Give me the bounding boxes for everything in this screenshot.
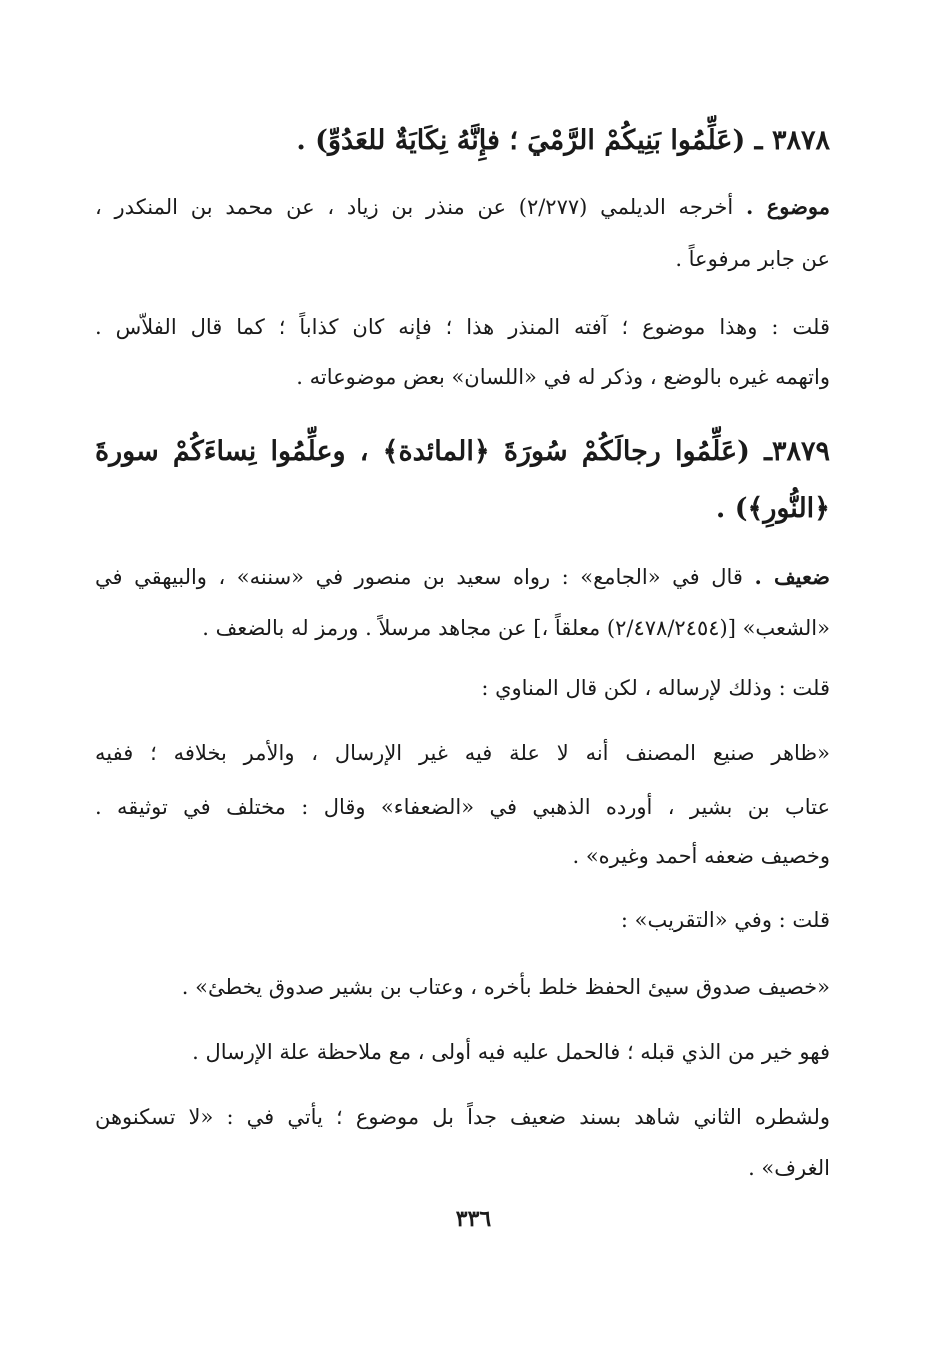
page-number: ٣٣٦: [455, 1206, 492, 1232]
hadith-3879-heading-line-1: ٣٨٧٩ـ (عَلِّمُوا رجالَكُمْ سُورَةَ ﴿المائدة﴾ ، وعلِّمُوا نِساءَكُمْ سورةَ: [95, 436, 830, 467]
hadith-3878-grade: موضوع .: [745, 194, 830, 219]
hadith-3879-source-line-2: «الشعب» [(٢/٤٧٨/٢٤٥٤) معلقاً ،] عن مجاهد مرسلاً . ورمز له بالضعف .: [202, 616, 830, 640]
witness-line-2: الغرف» .: [748, 1156, 830, 1180]
munawi-quote-line-3: وخصيف ضعفه أحمد وغيره» .: [572, 844, 830, 868]
hadith-3879-comment-line-1: قلت : وذلك لإرساله ، لكن قال المناوي :: [481, 676, 830, 700]
taqrib-intro: قلت : وفي «التقريب» :: [620, 908, 830, 932]
hadith-3879-source-text: قال في «الجامع» : رواه سعيد بن منصور في «سننه» ، والبيهقي في: [95, 565, 743, 589]
hadith-3879-heading-line-2: ﴿النُّورِ﴾) .: [715, 493, 830, 524]
hadith-3878-comment-line-2: واتهمه غيره بالوضع ، وذكر له في «اللسان» بعض موضوعاته .: [296, 365, 830, 389]
hadith-3878-comment-line-1: قلت : وهذا موضوع ؛ آفته المنذر هذا ؛ فإنه كان كذاباً ؛ كما قال الفلاّس .: [95, 315, 830, 339]
hadith-3878-source-text: أخرجه الديلمي (٢/٢٧٧) عن منذر بن زياد ، عن محمد بن المنكدر ،: [95, 195, 734, 219]
conclusion-line: فهو خير من الذي قبله ؛ فالحمل عليه فيه أولى ، مع ملاحظة علة الإرسال .: [192, 1040, 830, 1064]
taqrib-quote: «خصيف صدوق سيئ الحفظ خلط بأخره ، وعتاب بن بشير صدوق يخطئ» .: [181, 975, 830, 999]
witness-line-1: ولشطره الثاني شاهد بسند ضعيف جداً بل موضوع ؛ يأتي في : «لا تسكنوهن: [95, 1105, 830, 1129]
munawi-quote-line-2: عتاب بن بشير ، أورده الذهبي في «الضعفاء» وقال : مختلف في توثيقه .: [95, 795, 830, 819]
hadith-3878-heading: ٣٨٧٨ ـ (عَلِّمُوا بَنِيكُمْ الرَّمْيَ ؛ فإِنَّهُ نِكَايَةٌ للعَدُوِّ) .: [296, 125, 830, 156]
hadith-3879-grade: ضعيف .: [754, 564, 830, 589]
munawi-quote-line-1: «ظاهر صنيع المصنف أنه لا علة فيه غير الإرسال ، والأمر بخلافه ؛ ففيه: [95, 741, 830, 765]
hadith-3878-source-line-1: [95, 192, 830, 222]
hadith-3878-source-line-2: عن جابر مرفوعاً .: [675, 247, 830, 271]
hadith-3879-source-line-1: [95, 562, 830, 592]
